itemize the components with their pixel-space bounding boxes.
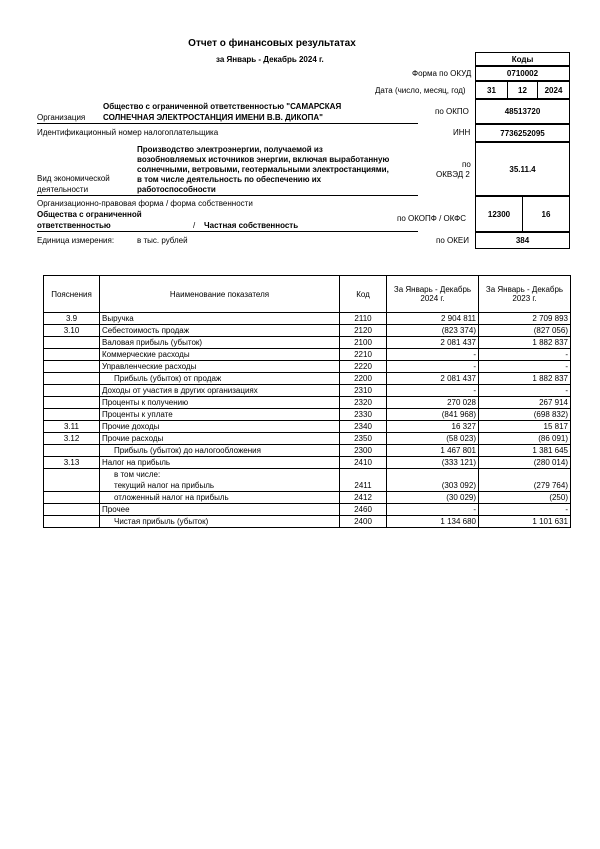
table-header-row — [44, 276, 571, 313]
table-row — [44, 409, 571, 421]
okopf-value: 12300 — [475, 196, 523, 232]
cell-note — [44, 397, 100, 409]
cell-value-2024: (58 023) — [387, 433, 479, 445]
cell-value-2023: - — [479, 504, 571, 516]
date-day: 31 — [475, 81, 508, 99]
activity-line4: в том числе деятельность по обеспечению их — [137, 175, 322, 184]
cell-code: 2220 — [340, 361, 387, 373]
okopf-label: по ОКОПФ / ОКФС — [397, 214, 466, 223]
cell-note — [44, 409, 100, 421]
cell-value-2024: (841 968) — [387, 409, 479, 421]
cell-indicator-name: Валовая прибыль (убыток) — [100, 337, 340, 349]
cell-indicator-name: Себестоимость продаж — [100, 325, 340, 337]
cell-indicator-name: Коммерческие расходы — [100, 349, 340, 361]
cell-indicator-name: Управленческие расходы — [100, 361, 340, 373]
cell-code: 2320 — [340, 397, 387, 409]
divider — [37, 231, 418, 232]
activity-line2: возобновляемых источников энергии, включая выработанную — [137, 155, 390, 164]
okei-value: 384 — [475, 232, 570, 249]
legal-form-line2: ответственностью — [37, 221, 111, 230]
cell-value-2024: 16 327 — [387, 421, 479, 433]
report-period: за Январь - Декабрь 2024 г. — [216, 55, 324, 64]
inn-row-label: Идентификационный номер налогоплательщика — [37, 128, 219, 137]
cell-value-2023: 1 101 631 — [479, 516, 571, 528]
cell-indicator-name: Доходы от участия в других организациях — [100, 385, 340, 397]
slash-separator: / — [193, 221, 196, 230]
cell-indicator-name: текущий налог на прибыль — [100, 480, 340, 492]
org-name-line1: Общество с ограниченной ответственностью "САМАРСКАЯ — [103, 102, 342, 111]
cell-note: 3.10 — [44, 325, 100, 337]
cell-value-2023: (280 014) — [479, 457, 571, 469]
cell-value-2024: (333 121) — [387, 457, 479, 469]
cell-indicator-name: Прочие расходы — [100, 433, 340, 445]
cell-note: 3.12 — [44, 433, 100, 445]
cell-note — [44, 480, 100, 492]
okpo-label: по ОКПО — [435, 107, 469, 116]
table-row — [44, 457, 571, 469]
cell-code: 2350 — [340, 433, 387, 445]
okfs-value: 16 — [522, 196, 570, 232]
cell-code: 2410 — [340, 457, 387, 469]
cell-note — [44, 504, 100, 516]
inn-label: ИНН — [453, 128, 471, 137]
okpo-value: 48513720 — [475, 99, 570, 124]
cell-indicator-name: Прибыль (убыток) до налогообложения — [100, 445, 340, 457]
cell-value-2024 — [387, 469, 479, 481]
cell-value-2023: 1 381 645 — [479, 445, 571, 457]
cell-value-2023: 1 882 837 — [479, 373, 571, 385]
cell-indicator-name: Прочее — [100, 504, 340, 516]
col-header-indicator: Наименование показателя — [100, 276, 340, 313]
table-row — [44, 397, 571, 409]
table-row — [44, 361, 571, 373]
table-row — [44, 433, 571, 445]
cell-value-2024: - — [387, 504, 479, 516]
cell-indicator-name: Проценты к уплате — [100, 409, 340, 421]
cell-value-2024: (30 029) — [387, 492, 479, 504]
table-row — [44, 516, 571, 528]
cell-value-2023 — [479, 469, 571, 481]
table-row — [44, 385, 571, 397]
financial-results-table — [43, 275, 571, 528]
cell-note — [44, 492, 100, 504]
table-row — [44, 313, 571, 325]
unit-label: Единица измерения: — [37, 236, 115, 245]
date-label: Дата (число, месяц, год) — [375, 86, 466, 95]
okei-label: по ОКЕИ — [436, 236, 469, 245]
cell-indicator-name: отложенный налог на прибыль — [100, 492, 340, 504]
cell-code: 2330 — [340, 409, 387, 421]
cell-indicator-name: Проценты к получению — [100, 397, 340, 409]
cell-value-2023: - — [479, 361, 571, 373]
cell-note: 3.9 — [44, 313, 100, 325]
okved-value: 35.11.4 — [475, 142, 570, 196]
cell-code: 2411 — [340, 480, 387, 492]
cell-value-2023: (698 832) — [479, 409, 571, 421]
cell-note — [44, 349, 100, 361]
cell-value-2024: - — [387, 385, 479, 397]
ownership-form: Частная собственность — [204, 221, 299, 230]
table-row — [44, 349, 571, 361]
cell-code — [340, 469, 387, 481]
cell-note — [44, 469, 100, 481]
cell-value-2023: (86 091) — [479, 433, 571, 445]
cell-indicator-name: Прочие доходы — [100, 421, 340, 433]
cell-value-2024: (823 374) — [387, 325, 479, 337]
inn-value: 7736252095 — [475, 124, 570, 142]
cell-note: 3.11 — [44, 421, 100, 433]
cell-indicator-name: Выручка — [100, 313, 340, 325]
cell-note — [44, 445, 100, 457]
table-row — [44, 469, 571, 481]
cell-value-2023: 2 709 893 — [479, 313, 571, 325]
cell-value-2023: - — [479, 349, 571, 361]
divider — [37, 123, 418, 124]
table-row — [44, 373, 571, 385]
cell-value-2023: 15 817 — [479, 421, 571, 433]
cell-code: 2100 — [340, 337, 387, 349]
cell-note — [44, 373, 100, 385]
col-header-notes: Пояснения — [44, 276, 100, 313]
activity-label-line1: Вид экономической — [37, 174, 110, 183]
table-row — [44, 492, 571, 504]
divider — [37, 195, 418, 196]
table-row — [44, 445, 571, 457]
cell-value-2024: 2 081 437 — [387, 373, 479, 385]
cell-code: 2120 — [340, 325, 387, 337]
date-month: 12 — [507, 81, 538, 99]
date-year: 2024 — [537, 81, 570, 99]
cell-indicator-name: Налог на прибыль — [100, 457, 340, 469]
table-row — [44, 480, 571, 492]
cell-value-2024: 1 467 801 — [387, 445, 479, 457]
cell-value-2024: (303 092) — [387, 480, 479, 492]
cell-indicator-name: в том числе: — [100, 469, 340, 481]
cell-code: 2340 — [340, 421, 387, 433]
table-row — [44, 421, 571, 433]
cell-value-2023: (827 056) — [479, 325, 571, 337]
activity-line3: солнечными, ветровыми, геотермальными электростанциями, — [137, 165, 389, 174]
cell-code: 2300 — [340, 445, 387, 457]
cell-value-2024: 2 081 437 — [387, 337, 479, 349]
org-name-line2: СОЛНЕЧНАЯ ЭЛЕКТРОСТАНЦИЯ ИМЕНИ В.В. ДИКОПА" — [103, 113, 323, 122]
cell-code: 2460 — [340, 504, 387, 516]
cell-note — [44, 385, 100, 397]
cell-note — [44, 516, 100, 528]
cell-value-2023: (250) — [479, 492, 571, 504]
codes-header: Коды — [475, 52, 570, 66]
col-header-2024: За Январь - Декабрь 2024 г. — [387, 276, 479, 313]
table-row — [44, 504, 571, 516]
legal-form-line1: Общества с ограниченной — [37, 210, 142, 219]
okved-label-line1: по — [462, 160, 471, 169]
cell-indicator-name: Прибыль (убыток) от продаж — [100, 373, 340, 385]
legal-form-label: Организационно-правовая форма / форма собственности — [37, 199, 253, 208]
col-header-2023: За Январь - Декабрь 2023 г. — [479, 276, 571, 313]
okud-label: Форма по ОКУД — [412, 69, 472, 78]
cell-value-2024: - — [387, 349, 479, 361]
cell-value-2023: (279 764) — [479, 480, 571, 492]
cell-code: 2412 — [340, 492, 387, 504]
cell-note — [44, 361, 100, 373]
cell-value-2024: 1 134 680 — [387, 516, 479, 528]
unit-value: в тыс. рублей — [137, 236, 188, 245]
activity-line1: Производство электроэнергии, получаемой из — [137, 145, 323, 154]
cell-value-2024: 2 904 811 — [387, 313, 479, 325]
cell-note: 3.13 — [44, 457, 100, 469]
cell-indicator-name: Чистая прибыль (убыток) — [100, 516, 340, 528]
cell-value-2024: - — [387, 361, 479, 373]
cell-code: 2200 — [340, 373, 387, 385]
col-header-code: Код — [340, 276, 387, 313]
cell-value-2023: - — [479, 385, 571, 397]
cell-code: 2310 — [340, 385, 387, 397]
cell-code: 2400 — [340, 516, 387, 528]
cell-code: 2210 — [340, 349, 387, 361]
cell-value-2023: 1 882 837 — [479, 337, 571, 349]
cell-note — [44, 337, 100, 349]
cell-code: 2110 — [340, 313, 387, 325]
cell-value-2023: 267 914 — [479, 397, 571, 409]
okved-label-line2: ОКВЭД 2 — [436, 170, 470, 179]
report-title: Отчет о финансовых результатах — [188, 38, 356, 49]
okud-value: 0710002 — [475, 66, 570, 81]
activity-label-line2: деятельности — [37, 185, 89, 194]
table-row — [44, 325, 571, 337]
activity-line5: работоспособности — [137, 185, 216, 194]
table-row — [44, 337, 571, 349]
cell-value-2024: 270 028 — [387, 397, 479, 409]
org-label: Организация — [37, 113, 86, 122]
